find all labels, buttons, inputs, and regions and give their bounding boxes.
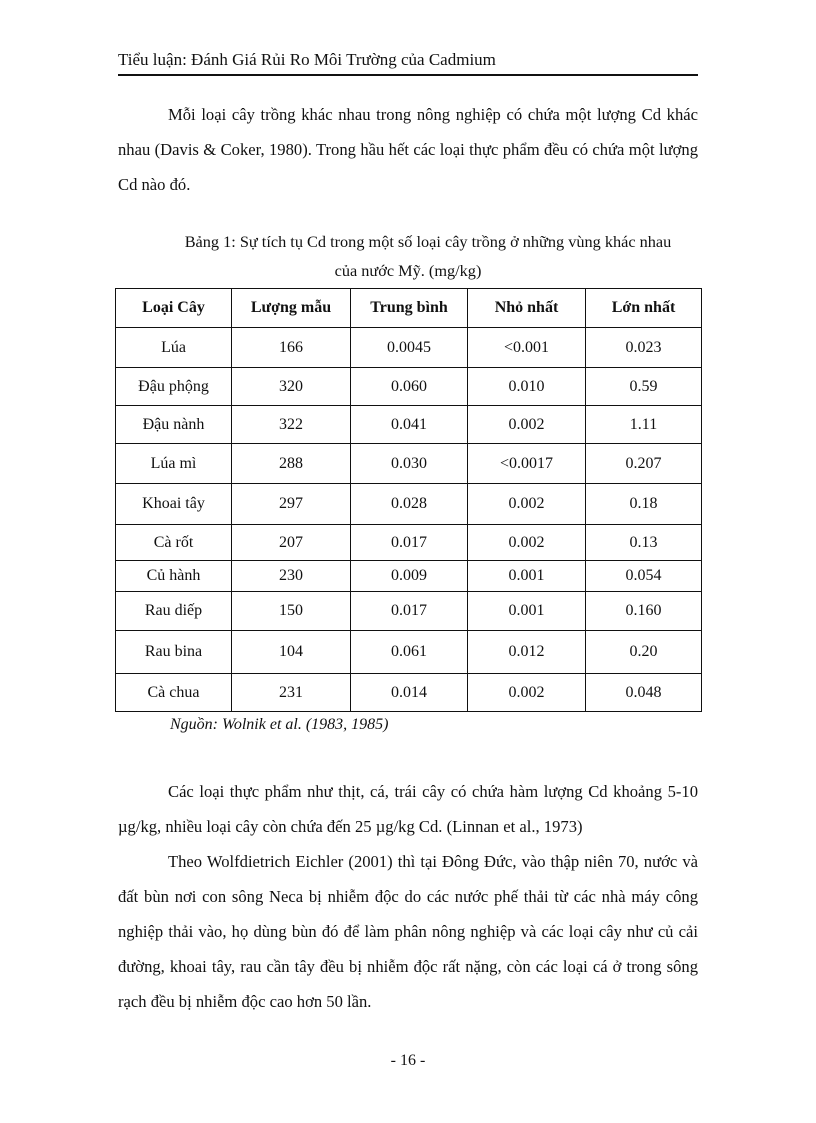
table-cell: 230 (232, 561, 351, 592)
table-cell: 0.030 (351, 444, 468, 484)
table-cell: 320 (232, 368, 351, 406)
page-number: - 16 - (390, 1052, 426, 1069)
column-header: Lượng mẫu (232, 289, 351, 328)
table-row (116, 561, 702, 592)
table-cell: 0.017 (351, 592, 468, 631)
table-cell: 322 (232, 406, 351, 444)
table-caption-line-1: Bảng 1: Sự tích tụ Cd trong một số loại cây trồng ở những vùng khác nhau (184, 232, 672, 251)
table-cell: 0.014 (351, 674, 468, 712)
table-cell: 0.023 (586, 328, 702, 368)
table-cell: 0.061 (351, 631, 468, 674)
table-cell: 0.012 (468, 631, 586, 674)
table-cell: 1.11 (586, 406, 702, 444)
table-cell: 0.017 (351, 525, 468, 561)
table-cell: 288 (232, 444, 351, 484)
column-header: Trung bình (351, 289, 468, 328)
table-cell: 0.18 (586, 484, 702, 525)
table-cell: 0.13 (586, 525, 702, 561)
table-header-row (116, 289, 702, 328)
table-cell: <0.001 (468, 328, 586, 368)
page-header (118, 50, 698, 76)
table-cell: Cà chua (116, 674, 232, 712)
table-cell: Đậu phộng (116, 368, 232, 406)
table-row (116, 525, 702, 561)
table-cell: 0.028 (351, 484, 468, 525)
paragraph-east-germany: Theo Wolfdietrich Eichler (2001) thì tại Đông Đức, vào thập niên 70, nước và đất bùn nơi con sông Neca bị nhiễm độc do các nước phế thải từ các nhà máy công nghiệp thải vào, họ dùng bùn đó để làm phân nông nghiệp và các loại cây như củ cải đường, khoai tây, rau cần tây đều bị nhiễm độc rất nặng, còn các loại cá ở trong sông rạch đều bị nhiễm độc cao hơn 50 lần. (118, 852, 698, 1011)
table-row (116, 674, 702, 712)
table-cell: 0.002 (468, 484, 586, 525)
column-header: Nhỏ nhất (468, 289, 586, 328)
table-cell: 0.002 (468, 525, 586, 561)
header-title: Tiểu luận: Đánh Giá Rủi Ro Môi Trường của Cadmium (118, 50, 496, 69)
paragraph-intro: Mỗi loại cây trồng khác nhau trong nông nghiệp có chứa một lượng Cd khác nhau (Davis & Coker, 1980). Trong hầu hết các loại thực phẩm đều có chứa một lượng Cd nào đó. (118, 105, 698, 194)
table-cell: Lúa mì (116, 444, 232, 484)
table-row (116, 631, 702, 674)
table-cell: 0.001 (468, 561, 586, 592)
table-cell: 0.207 (586, 444, 702, 484)
table-cell: 0.59 (586, 368, 702, 406)
table-cell: 0.0045 (351, 328, 468, 368)
table-cell: 231 (232, 674, 351, 712)
table-cell: 0.20 (586, 631, 702, 674)
table-row (116, 328, 702, 368)
table-caption-line-2: của nước Mỹ. (mg/kg) (334, 261, 482, 280)
column-header: Loại Cây (116, 289, 232, 328)
table-cell: 0.048 (586, 674, 702, 712)
table-cell: <0.0017 (468, 444, 586, 484)
table-cell: 0.009 (351, 561, 468, 592)
table-cell: 0.010 (468, 368, 586, 406)
table-cell: 0.041 (351, 406, 468, 444)
table-cell: Củ hành (116, 561, 232, 592)
table-cell: 0.160 (586, 592, 702, 631)
table-cell: 207 (232, 525, 351, 561)
table-cell: 0.001 (468, 592, 586, 631)
table-cell: 150 (232, 592, 351, 631)
cadmium-table (115, 288, 702, 712)
table-row (116, 484, 702, 525)
table-cell: 0.002 (468, 674, 586, 712)
table-cell: 0.054 (586, 561, 702, 592)
table-cell: 297 (232, 484, 351, 525)
table-cell: Rau diếp (116, 592, 232, 631)
table-row (116, 444, 702, 484)
table-row (116, 592, 702, 631)
table-source: Nguồn: Wolnik et al. (1983, 1985) (170, 716, 389, 733)
table-cell: 104 (232, 631, 351, 674)
table-row (116, 368, 702, 406)
table-caption (118, 227, 698, 285)
table-cell: 166 (232, 328, 351, 368)
table-cell: Rau bina (116, 631, 232, 674)
table-cell: 0.060 (351, 368, 468, 406)
table-cell: Khoai tây (116, 484, 232, 525)
table-cell: Lúa (116, 328, 232, 368)
column-header: Lớn nhất (586, 289, 702, 328)
table-cell: Cà rốt (116, 525, 232, 561)
paragraph-food-content: Các loại thực phẩm như thịt, cá, trái cây có chứa hàm lượng Cd khoảng 5-10 µg/kg, nhiều loại cây còn chứa đến 25 µg/kg Cd. (Linnan et al., 1973) (118, 782, 698, 836)
table-row (116, 406, 702, 444)
table-cell: Đậu nành (116, 406, 232, 444)
table-cell: 0.002 (468, 406, 586, 444)
